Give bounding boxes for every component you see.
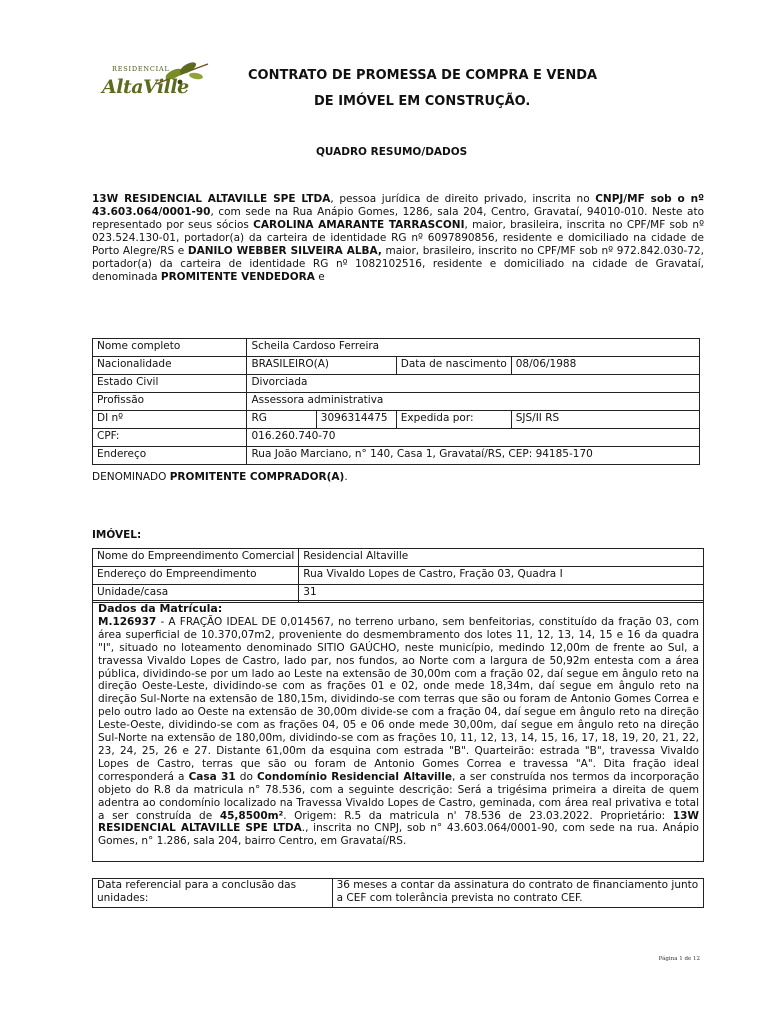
table-row	[93, 375, 700, 393]
seller-partner2: DANILO WEBBER SILVEIRA ALBA,	[187, 245, 382, 257]
seller-text: e	[314, 271, 325, 283]
registry-text	[98, 616, 699, 848]
label-cell: Nome do Empreendimento Comercial	[93, 549, 299, 567]
designation-role: PROMITENTE COMPRADOR(A)	[169, 471, 345, 483]
value-cell: Residencial Altaville	[299, 549, 704, 567]
value-cell: SJS/II RS	[511, 411, 699, 429]
property-heading: IMÓVEL:	[92, 529, 142, 541]
label-cell: Unidade/casa	[93, 585, 299, 603]
value-cell: Divorciada	[247, 375, 700, 393]
buyer-table	[92, 338, 700, 465]
value-cell: 3096314475	[316, 411, 396, 429]
value-cell: 016.260.740-70	[247, 429, 700, 447]
seller-company: 13W RESIDENCIAL ALTAVILLE SPE LTDA	[92, 193, 331, 205]
registry-body: do	[235, 770, 257, 783]
designation-suffix: .	[344, 471, 348, 483]
value-cell: 08/06/1988	[511, 357, 699, 375]
registry-details	[92, 600, 704, 862]
value-cell: Rua Vivaldo Lopes de Castro, Fração 03, Quadra I	[299, 567, 704, 585]
buyer-designation	[92, 471, 348, 483]
value-cell: Assessora administrativa	[247, 393, 700, 411]
value-cell: 36 meses a contar da assinatura do contrato de financiamento junto a CEF com tolerância prevista no contrato CEF.	[332, 879, 703, 908]
designation-prefix: DENOMINADO	[92, 471, 170, 483]
registry-body: - A FRAÇÃO IDEAL DE 0,014567, no terreno urbano, sem benfeitorias, constituído da fração 03, com área superficial de 10.370,07m2, proveniente do desmembramento dos lotes 11, 12, 13, 14, 15 e 16 da quadra "I", situado no loteamento denominado SITIO GAÚCHO, neste município, medindo 12,00m de frente ao Sul, a travessa Vivaldo Lopes de Castro, lado par, nos fundos, ao Norte com a largura de 50,92m entesta com a área pública, dividindo-se por um lado ao Leste na extensão de 30,00m com a fração 02, daí segue em ângulo reto na direção Oeste-Leste, dividindo-se com as frações 01 e 02, onde mede 18,34m, daí segue em ângulo reto na direção Sul-Norte na extensão de 180,15m, dividindo-se com terras que são ou foram de Antonio Gomes Correa e pelo outro lado ao Oeste na extensão de 30,00m divide-se com a fração 04, daí segue em ângulo reto na direção Leste-Oeste, dividindo-se com as frações 04, 05 e 06 onde mede 30,00m, daí segue em ângulo reto na direção Sul-Norte na extensão de 180,00m, dividindo-se com as frações 10, 11, 12, 13, 14, 15, 16, 17, 18, 19, 20, 21, 22, 23, 24, 25, 26 e 27. Distante 61,00m da esquina com estrada "B". Quarteirão: estrada "B", travessa Vivaldo Lopes de Castro, terras que são ou foram de Antonio Gomes Correa e travessa "A". Dita fração ideal corresponderá a	[98, 615, 699, 783]
value-cell: Scheila Cardoso Ferreira	[247, 339, 700, 357]
table-row	[93, 549, 704, 567]
seller-text: maior, brasileiro, inscrito no CPF/MF sob nº 972.842.030-72, portador(a) da carteira de identidade RG nº 1082102516, residente e domiciliado na cidade de Gravataí, denominada	[92, 245, 705, 283]
logo-name: AltaVille	[102, 76, 189, 98]
registry-area: 45,8500m²	[219, 809, 284, 822]
table-row	[93, 447, 700, 465]
label-cell: Nome completo	[93, 339, 247, 357]
logo-top-text: RESIDENCIAL	[112, 65, 170, 73]
registry-body: . Origem: R.5 da matricula n' 78.536 de 23.03.2022. Proprietário:	[283, 809, 673, 822]
seller-text: , maior, brasileira, inscrita no CPF/MF sob nº 023.524.130-01, portador(a) da carteira de identidade RG nº 6097890856, residente e domiciliado na cidade de Porto Alegre/RS e	[92, 219, 705, 257]
label-cell: Endereço	[93, 447, 247, 465]
registry-number: M.126937	[98, 615, 157, 628]
label-cell: Estado Civil	[93, 375, 247, 393]
seller-cnpj: CNPJ/MF sob o nº 43.603.064/0001-90	[92, 193, 705, 218]
seller-role: PROMITENTE VENDEDORA	[160, 271, 315, 283]
company-logo	[98, 60, 210, 110]
document-title-line1: CONTRATO DE PROMESSA DE COMPRA E VENDA	[248, 68, 598, 83]
document-title-line2: DE IMÓVEL EM CONSTRUÇÃO.	[314, 94, 531, 109]
table-row	[93, 339, 700, 357]
table-row	[93, 567, 704, 585]
registry-body: , a ser construída nos termos da incorporação objeto do R.8 da matricula n° 78.536, com a seguinte descrição: Será a trigésima primeira a direita de quem adentra ao condomínio localizado na Travessa Vivaldo Lopes de Castro, geminada, com área real privativa e total a ser construída de	[98, 770, 699, 822]
label-cell: Nacionalidade	[93, 357, 247, 375]
table-row	[93, 429, 700, 447]
table-row	[93, 411, 700, 429]
table-row	[93, 879, 704, 908]
seller-partner1: CAROLINA AMARANTE TARRASCONI	[253, 219, 465, 231]
completion-table	[92, 878, 704, 908]
registry-condominium: Condomínio Residencial Altaville	[256, 770, 452, 783]
value-cell: RG	[247, 411, 316, 429]
label-cell: Data referencial para a conclusão das unidades:	[93, 879, 333, 908]
table-row	[93, 393, 700, 411]
value-cell: 31	[299, 585, 704, 603]
label-cell: Expedida por:	[396, 411, 511, 429]
page-number: Página 1 de 12	[658, 956, 700, 962]
label-cell: Profissão	[93, 393, 247, 411]
value-cell: Rua João Marciano, n° 140, Casa 1, Gravataí/RS, CEP: 94185-170	[247, 447, 700, 465]
seller-text: , pessoa jurídica de direito privado, inscrita no	[330, 193, 596, 205]
label-cell: Endereço do Empreendimento	[93, 567, 299, 585]
label-cell: DI nº	[93, 411, 247, 429]
value-cell: BRASILEIRO(A)	[247, 357, 396, 375]
property-table	[92, 548, 704, 603]
label-cell: Data de nascimento	[396, 357, 511, 375]
registry-heading: Dados da Matrícula:	[98, 602, 223, 615]
label-cell: CPF:	[93, 429, 247, 447]
registry-owner: 13W RESIDENCIAL ALTAVILLE SPE LTDA	[98, 809, 699, 835]
section-subtitle: QUADRO RESUMO/DADOS	[316, 146, 468, 158]
seller-paragraph	[92, 193, 704, 284]
registry-body: ., inscrita no CNPJ, sob n° 43.603.064/0001-90, com sede na rua. Anápio Gomes, n° 1.286, sala 204, bairro Centro, em Gravataí/RS.	[98, 822, 699, 848]
table-row	[93, 357, 700, 375]
seller-text: , com sede na Rua Anápio Gomes, 1286, sala 204, Centro, Gravataí, 94010-010. Neste ato representado por seus sócios	[92, 206, 704, 231]
registry-house: Casa 31	[188, 770, 236, 783]
